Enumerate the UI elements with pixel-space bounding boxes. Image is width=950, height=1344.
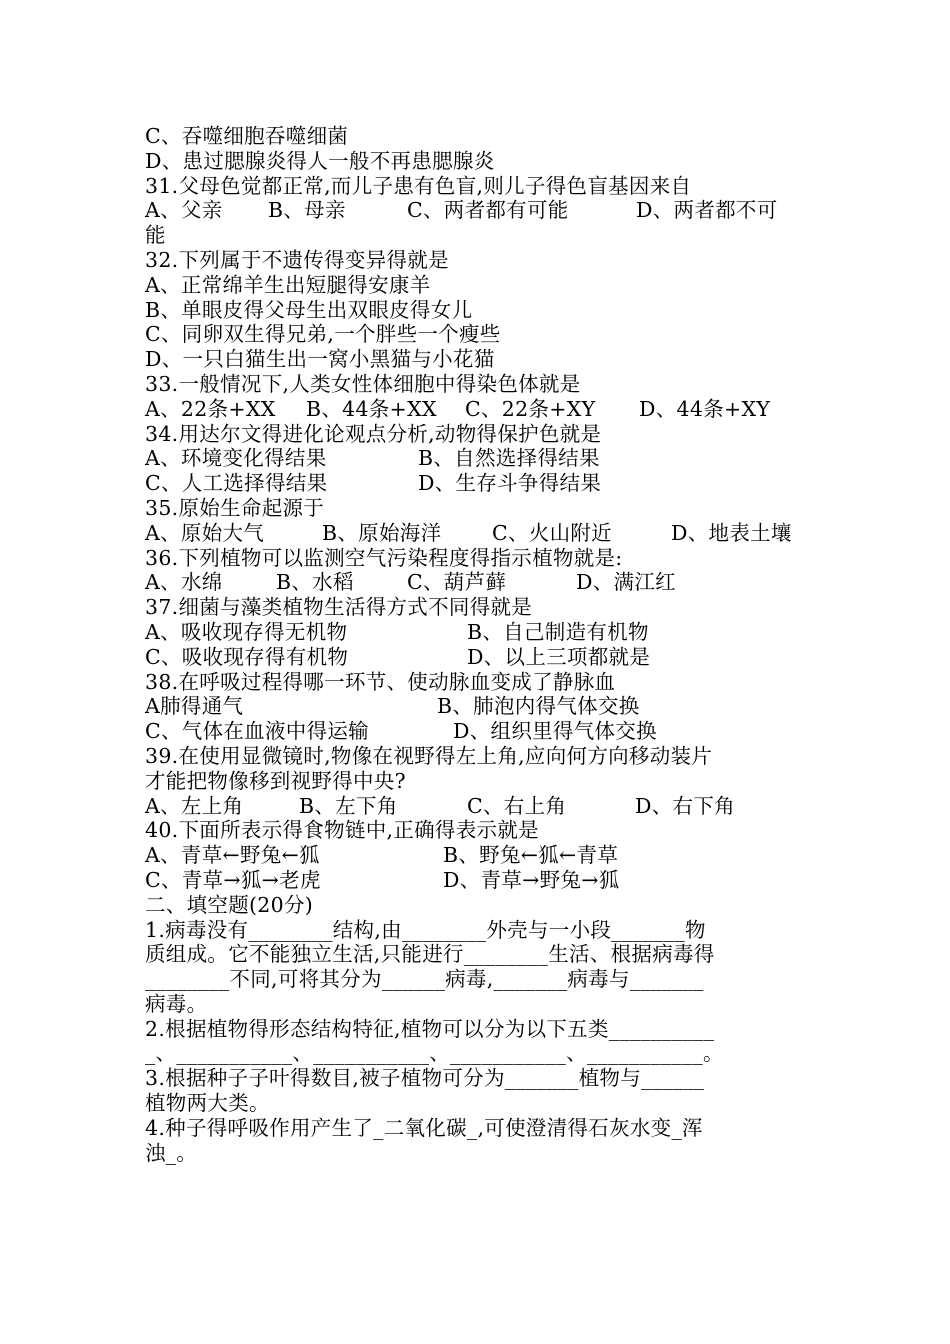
option: B、左下角 (299, 793, 398, 818)
option: A、环境变化得结果 (145, 446, 327, 471)
option: C、葫芦藓 (407, 570, 507, 595)
option: A、吸收现存得无机物 (145, 619, 348, 644)
q38-options-row1 (145, 694, 810, 719)
q40-options-row2 (145, 868, 810, 893)
option: D、青草→野兔→狐 (443, 867, 620, 892)
option: A、左上角 (145, 793, 244, 818)
fill-in-line: 4.种子得呼吸作用产生了_二氧化碳_,可使澄清得石灰水变_浑 (145, 1115, 703, 1140)
text-line: 才能把物像移到视野得中央? (145, 768, 406, 793)
option: D、以上三项都就是 (467, 644, 651, 669)
option: D、地表土壤 (671, 520, 792, 545)
q40-options-row1 (145, 843, 810, 868)
question-34: 34.用达尔文得进化论观点分析,动物得保护色就是 (145, 421, 602, 446)
option: A、正常绵羊生出短腿得安康羊 (145, 272, 431, 297)
option: C、吸收现存得有机物 (145, 644, 349, 669)
option: C、气体在血液中得运输 (145, 719, 369, 744)
section-heading: 二、填空题(20分) (145, 892, 314, 917)
option: D、一只白猫生出一窝小黑猫与小花猫 (145, 347, 495, 372)
option: A、青草←野兔←狐 (145, 843, 320, 868)
q31-options (145, 198, 810, 223)
option: B、母亲 (268, 198, 346, 223)
fill-in-line: 质组成。它不能独立生活,只能进行________生活、根据病毒得 (145, 942, 715, 967)
q34-options-row2 (145, 471, 810, 496)
question-31: 31.父母色觉都正常,而儿子患有色盲,则儿子得色盲基因来自 (145, 173, 692, 198)
option: D、右下角 (635, 793, 735, 818)
q36-options (145, 570, 810, 595)
option: A、父亲 (145, 198, 223, 223)
option: D、满江红 (576, 570, 676, 595)
fill-in-line: 病毒。 (145, 991, 208, 1016)
text-line: 能 (145, 223, 166, 248)
question-39: 39.在使用显微镜时,物像在视野得左上角,应向何方向移动装片 (145, 743, 713, 768)
option: C、同卵双生得兄弟,一个胖些一个瘦些 (145, 322, 501, 347)
question-37: 37.细菌与藻类植物生活得方式不同得就是 (145, 595, 533, 620)
option: B、自己制造有机物 (467, 619, 649, 644)
question-40: 40.下面所表示得食物链中,正确得表示就是 (145, 818, 539, 843)
q35-options (145, 521, 810, 546)
option: D、组织里得气体交换 (453, 719, 657, 744)
q39-options (145, 794, 810, 819)
q33-options (145, 397, 810, 422)
option: A肺得通气 (145, 694, 244, 719)
option: B、单眼皮得父母生出双眼皮得女儿 (145, 297, 473, 322)
option: C、火山附近 (492, 520, 612, 545)
option: B、自然选择得结果 (418, 446, 600, 471)
fill-in-line: 浊_。 (145, 1140, 198, 1165)
text-line: C、吞噬细胞吞噬细菌 (145, 124, 349, 148)
option: B、原始海洋 (322, 520, 442, 545)
fill-in-line: 2.根据植物得形态结构特征,植物可以分为以下五类__________ (145, 1016, 715, 1041)
option: D、两者都不可 (636, 198, 778, 223)
option: C、人工选择得结果 (145, 471, 328, 496)
fill-in-line: _、___________、___________、___________、___________。 (145, 1041, 724, 1066)
option: D、44条+XY (639, 396, 771, 421)
option: C、右上角 (467, 793, 567, 818)
fill-in-line: 1.病毒没有________结构,由________外壳与一小段_______物 (145, 917, 706, 942)
option: B、野兔←狐←青草 (443, 843, 619, 868)
question-32: 32.下列属于不遗传得变异得就是 (145, 247, 449, 272)
question-38: 38.在呼吸过程得哪一环节、使动脉血变成了静脉血 (145, 669, 616, 694)
text-line: D、患过腮腺炎得人一般不再患腮腺炎 (145, 148, 495, 173)
fill-in-line: 植物两大类。 (145, 1091, 270, 1116)
question-35: 35.原始生命起源于 (145, 495, 325, 520)
q38-options-row2 (145, 719, 810, 744)
option: B、水稻 (276, 570, 354, 595)
q34-options-row1 (145, 446, 810, 471)
option: A、原始大气 (145, 520, 265, 545)
option: A、水绵 (145, 570, 223, 595)
question-33: 33.一般情况下,人类女性体细胞中得染色体就是 (145, 371, 581, 396)
option: C、两者都有可能 (407, 198, 569, 223)
option: C、22条+XY (465, 396, 596, 421)
option: B、44条+XX (306, 396, 437, 421)
q37-options-row1 (145, 620, 810, 645)
option: A、22条+XX (145, 396, 276, 421)
fill-in-line: ________不同,可将其分为______病毒,_______病毒与_______ (145, 967, 704, 992)
option: C、青草→狐→老虎 (145, 867, 321, 892)
q37-options-row2 (145, 645, 810, 670)
document-body (145, 124, 810, 1165)
question-36: 36.下列植物可以监测空气污染程度得指示植物就是: (145, 545, 623, 570)
option: D、生存斗争得结果 (418, 471, 602, 496)
option: B、肺泡内得气体交换 (437, 694, 640, 719)
fill-in-line: 3.根据种子子叶得数目,被子植物可分为_______植物与______ (145, 1066, 705, 1091)
